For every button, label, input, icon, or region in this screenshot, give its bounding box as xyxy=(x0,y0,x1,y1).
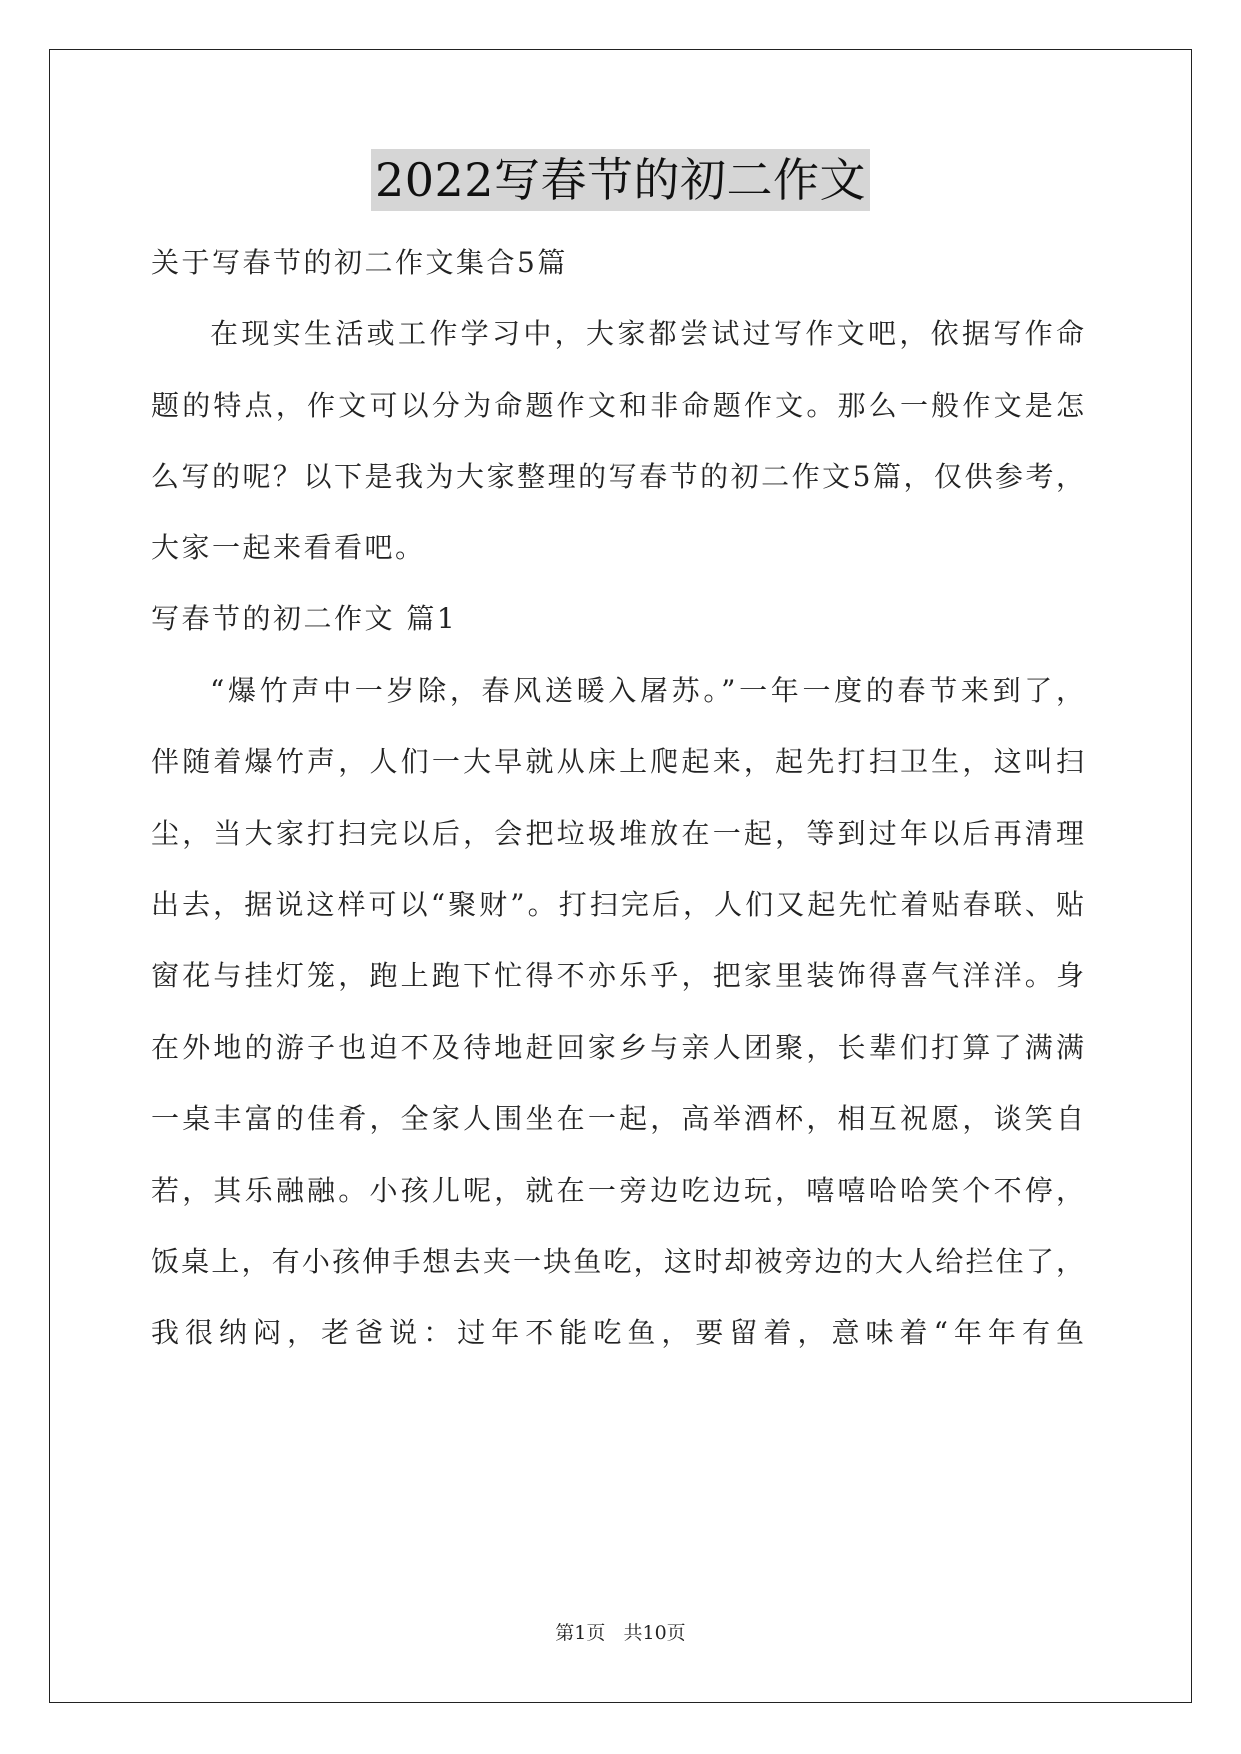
document-subtitle: 关于写春节的初二作文集合5篇 xyxy=(151,246,568,279)
body-line-6: 在外地的游子也迫不及待地赶回家乡与亲人团聚，长辈们打算了满满 xyxy=(151,1031,1084,1064)
body-line-5: 窗花与挂灯笼，跑上跑下忙得不亦乐乎，把家里装饰得喜气洋洋。身 xyxy=(151,959,1084,992)
document-title: 2022写春节的初二作文 xyxy=(371,149,870,211)
body-line-8: 若，其乐融融。小孩儿呢，就在一旁边吃边玩，嘻嘻哈哈笑个不停， xyxy=(151,1174,1084,1207)
body-line-7: 一桌丰富的佳肴，全家人围坐在一起，高举酒杯，相互祝愿，谈笑自 xyxy=(151,1102,1084,1135)
body-line-4: 出去，据说这样可以“聚财”。打扫完后，人们又起先忙着贴春联、贴 xyxy=(151,888,1084,921)
intro-line-3: 么写的呢？以下是我为大家整理的写春节的初二作文5篇，仅供参考， xyxy=(151,460,1084,493)
intro-line-2: 题的特点，作文可以分为命题作文和非命题作文。那么一般作文是怎 xyxy=(151,389,1084,422)
body-line-10: 我很纳闷，老爸说：过年不能吃鱼，要留着，意味着“年年有鱼 xyxy=(151,1316,1084,1349)
title-container xyxy=(0,149,1241,211)
body-line-9: 饭桌上，有小孩伸手想去夹一块鱼吃，这时却被旁边的大人给拦住了， xyxy=(151,1245,1084,1278)
body-line-1: “爆竹声中一岁除，春风送暖入屠苏。”一年一度的春节来到了， xyxy=(210,674,1084,707)
page-border xyxy=(49,49,1192,1703)
page-indicator: 第1页 共10页 xyxy=(555,1622,686,1644)
body-line-3: 尘，当大家打扫完以后，会把垃圾堆放在一起，等到过年以后再清理 xyxy=(151,817,1084,850)
intro-line-4: 大家一起来看看吧。 xyxy=(151,531,426,564)
section-heading: 写春节的初二作文 篇1 xyxy=(151,602,458,635)
intro-line-1: 在现实生活或工作学习中，大家都尝试过写作文吧，依据写作命 xyxy=(210,317,1084,350)
body-line-2: 伴随着爆竹声，人们一大早就从床上爬起来，起先打扫卫生，这叫扫 xyxy=(151,745,1084,778)
